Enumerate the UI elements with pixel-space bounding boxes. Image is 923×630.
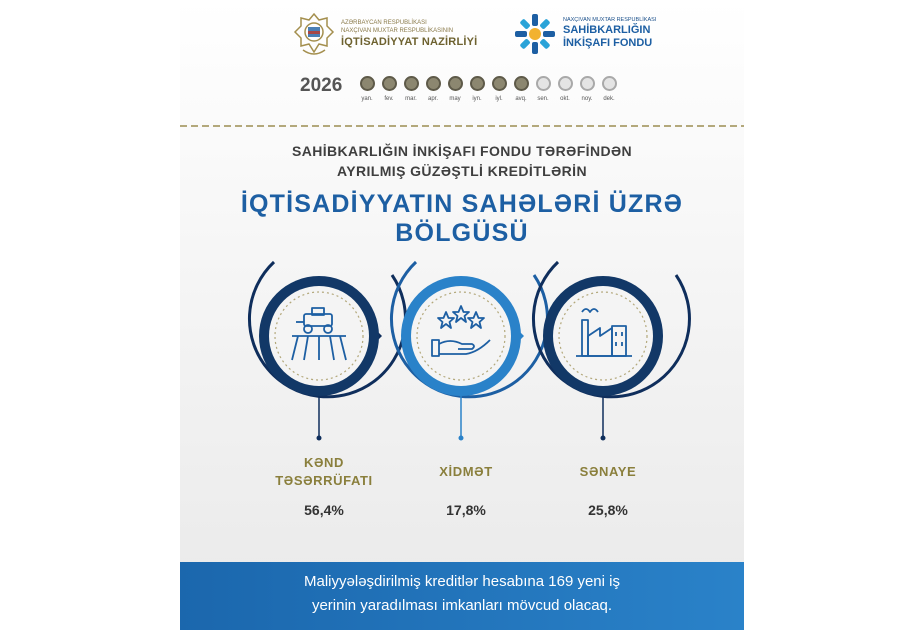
fund-logo-line1: NAXÇIVAN MUXTAR RESPUBLİKASI (563, 17, 657, 23)
month-item (511, 76, 531, 102)
month-item (577, 76, 597, 102)
subtitle-line1: SAHİBKARLIĞIN İNKİŞAFI FONDU TƏRƏFİNDƏN (291, 143, 633, 159)
month-dot-filled (426, 76, 441, 91)
azerbaijan-state-emblem (293, 12, 335, 58)
sector-industry (508, 240, 708, 540)
sector-name (508, 463, 708, 481)
timeline-year: 2026 (300, 75, 343, 96)
footer-line2: yerinin yaradılması imkanları mövcud olacaq. (311, 597, 613, 614)
month-dot-empty (580, 76, 595, 91)
month-label: avq. (515, 96, 527, 102)
sector-name-line1: KƏND (303, 455, 344, 470)
month-label: iyn. (472, 96, 482, 102)
month-dot-empty (558, 76, 573, 91)
month-dot-empty (536, 76, 551, 91)
month-label: dek. (603, 96, 615, 102)
month-item (467, 76, 487, 102)
ministry-logo-line1: AZƏRBAYCAN RESPUBLİKASI (341, 20, 427, 26)
month-dot-filled (382, 76, 397, 91)
fund-logo (513, 12, 663, 62)
month-item (533, 76, 553, 102)
ministry-logo-line2: NAXÇIVAN MUXTAR RESPUBLİKASININ (341, 28, 454, 34)
month-label: sen. (537, 96, 549, 102)
month-label: okt. (560, 96, 570, 102)
month-item (357, 76, 377, 102)
sector-name-line1: XİDMƏT (439, 464, 493, 479)
subtitle-line2: AYRILMIŞ GÜZƏŞTLİ KREDİTLƏRİN (337, 163, 587, 179)
sector-name-line1: SƏNAYE (579, 464, 637, 479)
month-item (379, 76, 399, 102)
month-item (445, 76, 465, 102)
snowflake-ornament-logo (513, 12, 557, 56)
main-title: İQTİSADİYYATIN SAHƏLƏRİ ÜZRƏ BÖLGÜSÜ (240, 190, 684, 247)
month-label: noy. (581, 96, 593, 102)
month-dot-filled (360, 76, 375, 91)
month-item (423, 76, 443, 102)
month-label: apr. (427, 96, 438, 102)
sector-name-line2: TƏSƏRRÜFATI (275, 473, 373, 488)
dashed-divider (180, 125, 744, 127)
month-dot-filled (492, 76, 507, 91)
month-timeline (357, 76, 627, 110)
sector-value: 56,4% (304, 502, 344, 518)
sector-ring (508, 240, 708, 450)
month-label: fev. (384, 96, 394, 102)
footer-line1: Maliyyələşdirilmiş kreditlər hesabına 169 yeni iş (304, 573, 620, 590)
month-dot-filled (514, 76, 529, 91)
month-item (555, 76, 575, 102)
footer-banner (180, 562, 744, 630)
month-dot-empty (602, 76, 617, 91)
fund-logo-line2: SAHİBKARLIĞIN (563, 24, 651, 36)
month-label: may (449, 96, 461, 102)
month-label: iyl. (495, 96, 503, 102)
ministry-logo-line3: İQTİSADİYYAT NAZİRLİYİ (341, 36, 478, 48)
month-item (489, 76, 509, 102)
month-label: mar. (405, 96, 417, 102)
month-label: yan. (361, 96, 373, 102)
ministry-logo (293, 12, 483, 62)
month-item (599, 76, 619, 102)
sector-value: 17,8% (446, 502, 486, 518)
month-item (401, 76, 421, 102)
sector-value: 25,8% (588, 502, 628, 518)
month-dot-filled (470, 76, 485, 91)
month-dot-filled (448, 76, 463, 91)
infographic-poster (180, 0, 744, 630)
month-dot-filled (404, 76, 419, 91)
fund-logo-line3: İNKİŞAFI FONDU (563, 37, 653, 49)
